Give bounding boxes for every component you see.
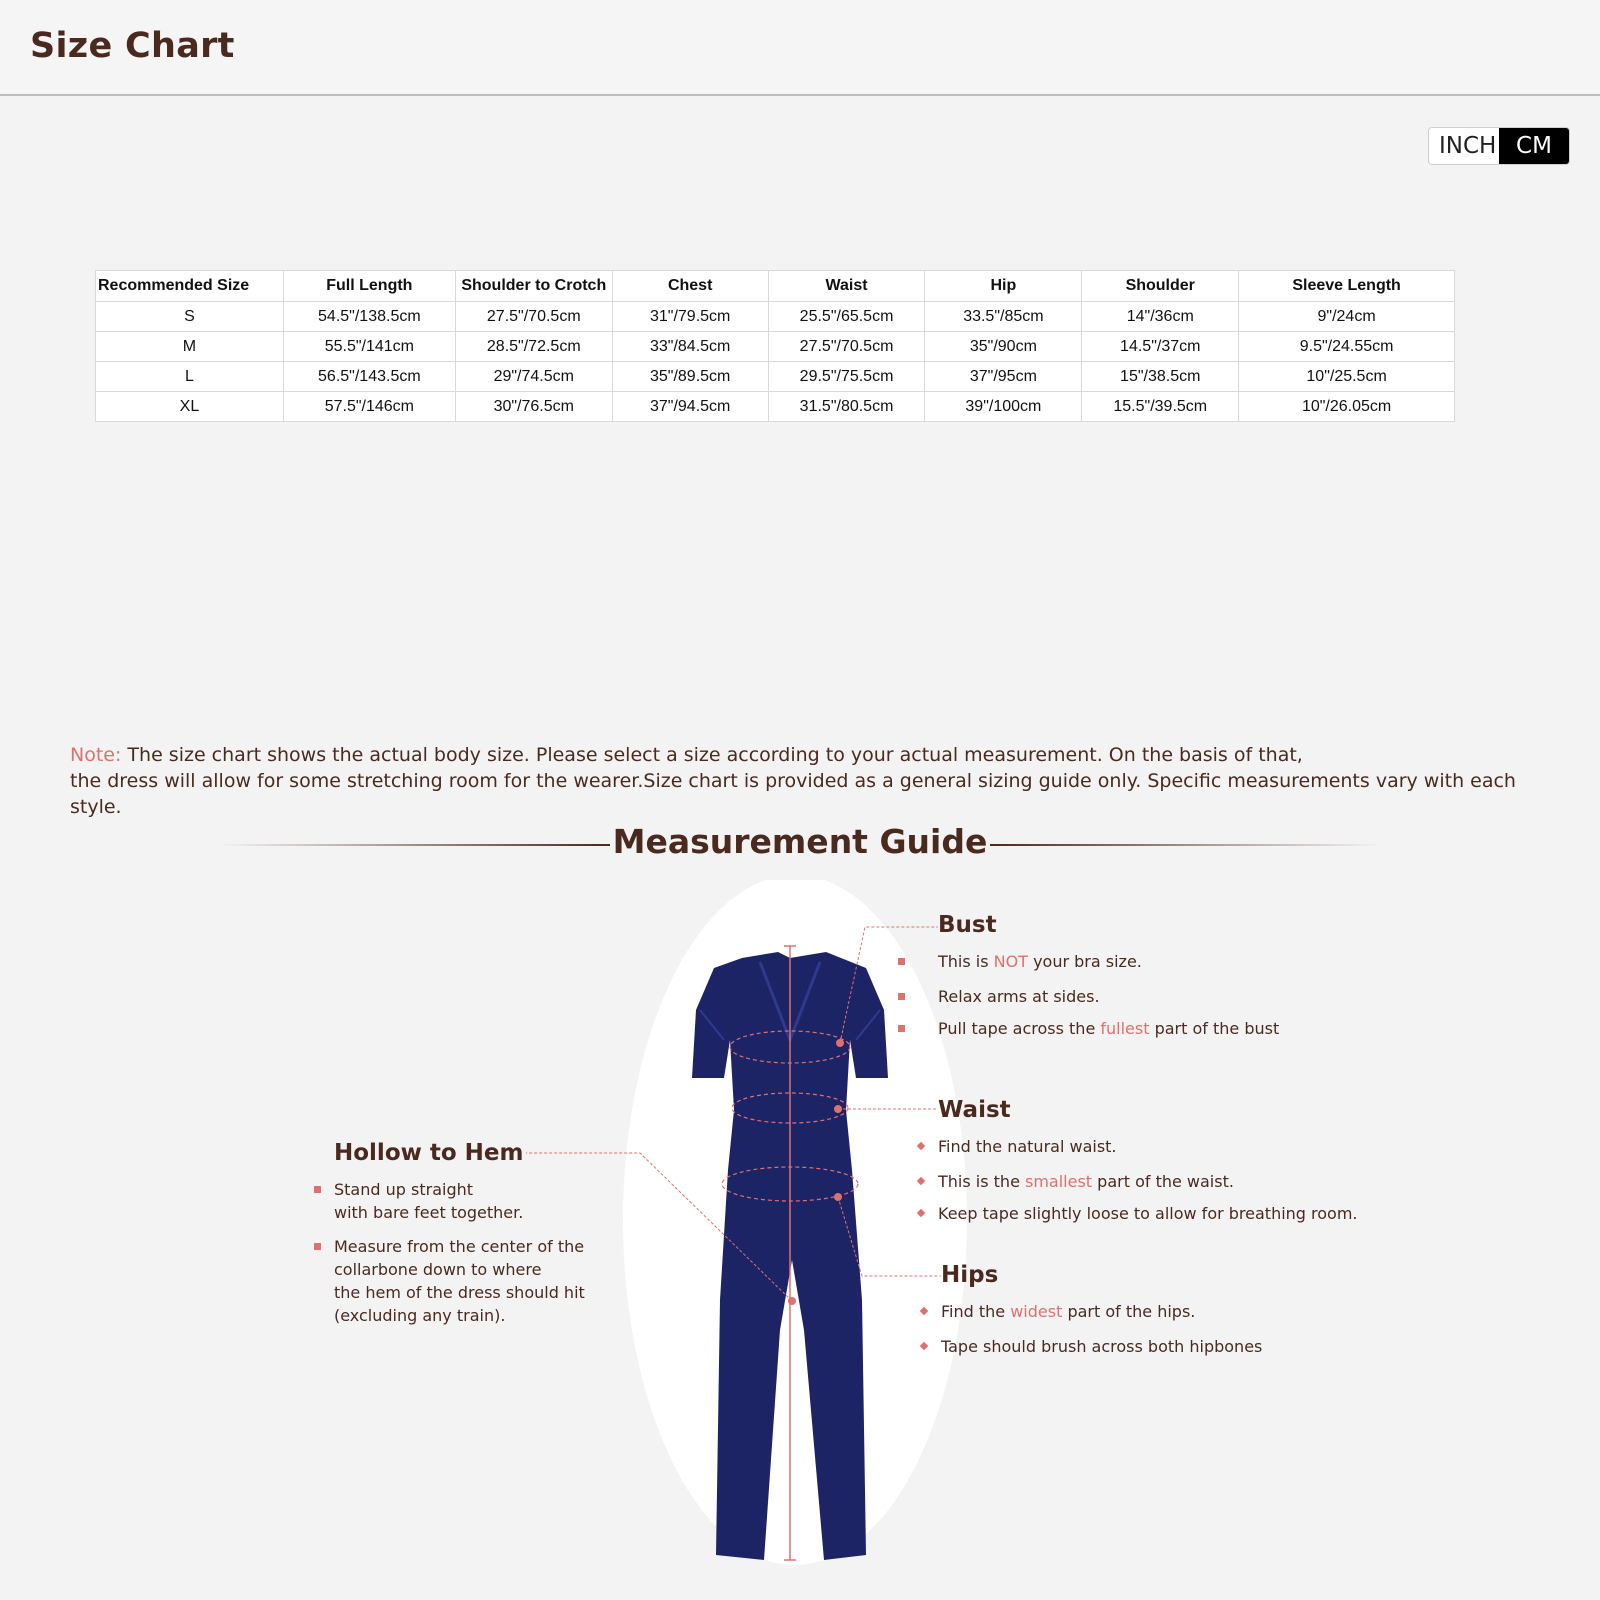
size-table xyxy=(95,270,1455,422)
table-cell: 29"/74.5cm xyxy=(455,362,612,392)
table-row xyxy=(96,392,1455,422)
column-header: Shoulder to Crotch xyxy=(455,271,612,302)
table-cell: 31.5"/80.5cm xyxy=(768,392,925,422)
waist-tip: Find the natural waist. xyxy=(918,1135,1358,1158)
unit-toggle xyxy=(1428,127,1570,165)
table-cell: 9.5"/24.55cm xyxy=(1239,332,1455,362)
table-cell: 14.5"/37cm xyxy=(1082,332,1239,362)
table-cell: 14"/36cm xyxy=(1082,302,1239,332)
hips-title: Hips xyxy=(941,1262,999,1288)
hips-tip: Tape should brush across both hipbones xyxy=(921,1335,1262,1358)
hollow-to-hem-title: Hollow to Hem xyxy=(334,1140,524,1166)
column-header: Waist xyxy=(768,271,925,302)
column-header: Hip xyxy=(925,271,1082,302)
table-cell: 56.5"/143.5cm xyxy=(283,362,455,392)
table-cell: 35"/89.5cm xyxy=(612,362,768,392)
waist-section xyxy=(938,1097,1358,1237)
column-header: Shoulder xyxy=(1082,271,1239,302)
table-cell: 27.5"/70.5cm xyxy=(768,332,925,362)
bust-tip: Relax arms at sides. xyxy=(918,985,1279,1008)
table-cell: M xyxy=(96,332,284,362)
table-cell: 57.5"/146cm xyxy=(283,392,455,422)
waist-tip: This is the smallest part of the waist. xyxy=(918,1170,1358,1193)
table-cell: 30"/76.5cm xyxy=(455,392,612,422)
page-header xyxy=(0,0,1600,96)
column-header: Chest xyxy=(612,271,768,302)
table-row xyxy=(96,362,1455,392)
note-line-1: The size chart shows the actual body size. Please select a size according to your actual measurement. On the basis of that, xyxy=(121,744,1303,766)
hem-tip: Measure from the center of the collarbone down to where the hem of the dress should hit (excluding any train). xyxy=(314,1235,585,1327)
table-cell: 33"/84.5cm xyxy=(612,332,768,362)
measurement-guide-title: Measurement Guide xyxy=(612,822,988,861)
table-cell: 15.5"/39.5cm xyxy=(1082,392,1239,422)
table-cell: 55.5"/141cm xyxy=(283,332,455,362)
hips-tip: Find the widest part of the hips. xyxy=(921,1300,1262,1323)
column-header: Full Length xyxy=(283,271,455,302)
table-cell: 33.5"/85cm xyxy=(925,302,1082,332)
table-cell: 37"/95cm xyxy=(925,362,1082,392)
waist-title: Waist xyxy=(938,1097,1011,1123)
unit-inch-button[interactable]: INCH xyxy=(1429,128,1499,164)
table-cell: 31"/79.5cm xyxy=(612,302,768,332)
column-header: Sleeve Length xyxy=(1239,271,1455,302)
table-cell: 9"/24cm xyxy=(1239,302,1455,332)
table-header-row xyxy=(96,271,1455,302)
bust-tip: This is NOT your bra size. xyxy=(918,950,1279,973)
note-line-2: the dress will allow for some stretching room for the wearer.Size chart is provided as a general sizing guide only. Specific measurements vary with each style. xyxy=(70,770,1516,818)
table-cell: 15"/38.5cm xyxy=(1082,362,1239,392)
table-cell: 25.5"/65.5cm xyxy=(768,302,925,332)
heading-divider-right xyxy=(990,844,1380,846)
measurement-figure xyxy=(0,880,1600,1600)
table-cell: L xyxy=(96,362,284,392)
table-row xyxy=(96,332,1455,362)
table-cell: 39"/100cm xyxy=(925,392,1082,422)
page-title: Size Chart xyxy=(30,26,235,66)
bust-title: Bust xyxy=(938,912,997,938)
table-cell: 37"/94.5cm xyxy=(612,392,768,422)
size-note xyxy=(70,742,1570,820)
hips-section xyxy=(941,1262,1262,1370)
table-cell: 27.5"/70.5cm xyxy=(455,302,612,332)
table-cell: 28.5"/72.5cm xyxy=(455,332,612,362)
bust-section xyxy=(938,912,1279,1040)
table-cell: 54.5"/138.5cm xyxy=(283,302,455,332)
unit-cm-button[interactable]: CM xyxy=(1499,128,1569,164)
note-label: Note: xyxy=(70,744,122,766)
table-cell: XL xyxy=(96,392,284,422)
table-cell: 10"/26.05cm xyxy=(1239,392,1455,422)
bust-tip: Pull tape across the fullest part of the bust xyxy=(918,1017,1279,1040)
table-cell: S xyxy=(96,302,284,332)
table-cell: 35"/90cm xyxy=(925,332,1082,362)
table-cell: 10"/25.5cm xyxy=(1239,362,1455,392)
table-cell: 29.5"/75.5cm xyxy=(768,362,925,392)
hem-tip: Stand up straight with bare feet together. xyxy=(314,1178,585,1224)
hollow-to-hem-section xyxy=(314,1140,585,1338)
column-header: Recommended Size xyxy=(96,271,284,302)
waist-tip: Keep tape slightly loose to allow for breathing room. xyxy=(918,1202,1358,1225)
table-row xyxy=(96,302,1455,332)
